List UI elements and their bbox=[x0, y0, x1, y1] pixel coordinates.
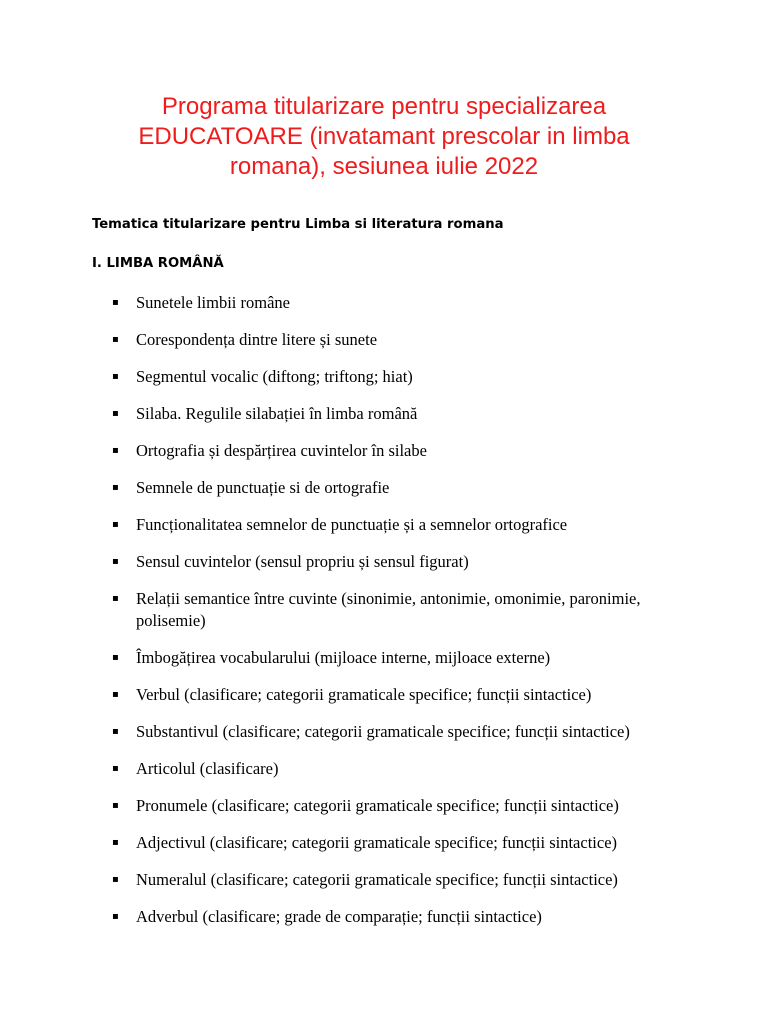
square-bullet-icon: ▪ bbox=[112, 874, 119, 885]
topic-item bbox=[112, 869, 712, 891]
topic-item bbox=[112, 758, 712, 780]
square-bullet-icon: ▪ bbox=[112, 334, 119, 345]
topic-text: Segmentul vocalic (diftong; triftong; hiat) bbox=[136, 367, 413, 386]
topic-text: Ortografia și despărțirea cuvintelor în silabe bbox=[136, 441, 427, 460]
square-bullet-icon: ▪ bbox=[112, 371, 119, 382]
topic-item bbox=[112, 588, 712, 632]
topic-item bbox=[112, 551, 712, 573]
title-line: EDUCATOARE (invatamant prescolar in limba bbox=[138, 123, 630, 150]
topic-text: Adverbul (clasificare; grade de comparație; funcții sintactice) bbox=[136, 907, 542, 926]
topic-text: Îmbogățirea vocabularului (mijloace interne, mijloace externe) bbox=[136, 648, 551, 667]
topic-text: Articolul (clasificare) bbox=[136, 759, 279, 778]
square-bullet-icon: ▪ bbox=[112, 837, 119, 848]
topic-item bbox=[112, 514, 712, 536]
square-bullet-icon: ▪ bbox=[112, 911, 119, 922]
topic-text: Silaba. Regulile silabației în limba română bbox=[136, 404, 418, 423]
square-bullet-icon: ▪ bbox=[112, 726, 119, 737]
topic-item bbox=[112, 721, 712, 743]
topic-text: Relații semantice între cuvinte (sinonimie, antonimie, omonimie, paronimie, polisemie) bbox=[136, 589, 641, 630]
topic-item bbox=[112, 329, 712, 351]
topic-text: Funcționalitatea semnelor de punctuație și a semnelor ortografice bbox=[136, 515, 568, 534]
title-line: Programa titularizare pentru specializarea bbox=[161, 93, 607, 120]
square-bullet-icon: ▪ bbox=[112, 445, 119, 456]
topic-text: Corespondența dintre litere și sunete bbox=[136, 330, 378, 349]
title-line: romana), sesiunea iulie 2022 bbox=[229, 153, 539, 180]
topic-item bbox=[112, 292, 712, 314]
topic-item bbox=[112, 477, 712, 499]
topic-item bbox=[112, 684, 712, 706]
topic-item bbox=[112, 440, 712, 462]
document-subtitle: Tematica titularizare pentru Limba si literatura romana bbox=[92, 217, 504, 232]
square-bullet-icon: ▪ bbox=[112, 482, 119, 493]
square-bullet-icon: ▪ bbox=[112, 652, 119, 663]
topic-text: Adjectivul (clasificare; categorii gramaticale specifice; funcții sintactice) bbox=[136, 833, 618, 852]
topic-item bbox=[112, 906, 712, 928]
topic-item bbox=[112, 795, 712, 817]
section-heading: I. LIMBA ROMÂNĂ bbox=[92, 256, 224, 271]
square-bullet-icon: ▪ bbox=[112, 556, 119, 567]
square-bullet-icon: ▪ bbox=[112, 689, 119, 700]
document-title bbox=[60, 92, 708, 182]
topic-text: Sunetele limbii române bbox=[136, 293, 290, 312]
topic-text: Verbul (clasificare; categorii gramaticale specifice; funcții sintactice) bbox=[136, 685, 592, 704]
topic-text: Semnele de punctuație si de ortografie bbox=[136, 478, 390, 497]
square-bullet-icon: ▪ bbox=[112, 519, 119, 530]
topic-text: Substantivul (clasificare; categorii gramaticale specifice; funcții sintactice) bbox=[136, 722, 630, 741]
topic-text: Pronumele (clasificare; categorii gramaticale specifice; funcții sintactice) bbox=[136, 796, 619, 815]
square-bullet-icon: ▪ bbox=[112, 593, 119, 604]
topic-item bbox=[112, 366, 712, 388]
square-bullet-icon: ▪ bbox=[112, 763, 119, 774]
topic-item bbox=[112, 647, 712, 669]
topic-text: Sensul cuvintelor (sensul propriu și sensul figurat) bbox=[136, 552, 469, 571]
square-bullet-icon: ▪ bbox=[112, 297, 119, 308]
topic-item bbox=[112, 832, 712, 854]
square-bullet-icon: ▪ bbox=[112, 800, 119, 811]
topic-item bbox=[112, 403, 712, 425]
square-bullet-icon: ▪ bbox=[112, 408, 119, 419]
topic-text: Numeralul (clasificare; categorii gramaticale specifice; funcții sintactice) bbox=[136, 870, 618, 889]
